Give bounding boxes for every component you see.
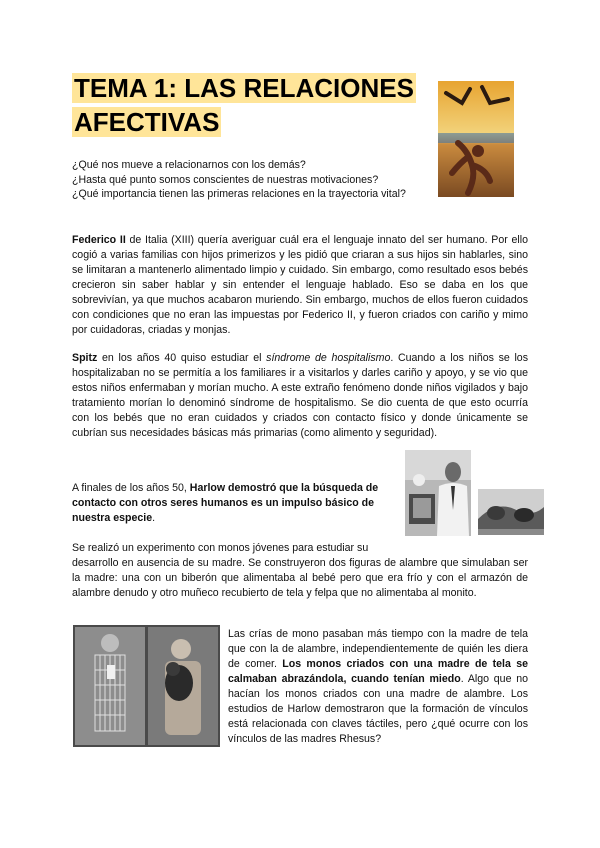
paragraph-federico bbox=[72, 233, 528, 338]
harlow-text-b: . bbox=[152, 512, 156, 524]
title-line-2: AFECTIVAS bbox=[74, 107, 220, 137]
runner-reflection-illustration bbox=[438, 81, 514, 197]
question-2: ¿Hasta qué punto somos conscientes de nuestras motivaciones? bbox=[72, 173, 379, 186]
paragraph-experiment: desarrollo en ausencia de su madre. Se construyeron dos figuras de alambre que simulaban ser la madre: una con un biberón que alimentaba al bebé pero que era frío y con el armazón de alambre denudo y otro muñeco recubierto de tela y felpa que no alimentaba al monito. bbox=[72, 557, 528, 599]
runner-reflection-image bbox=[438, 81, 514, 197]
harlow-lab-photo bbox=[405, 450, 471, 536]
paragraph-harlow bbox=[72, 481, 400, 526]
spitz-term: síndrome de hospitalismo bbox=[266, 352, 391, 364]
paragraph-cloth-mother bbox=[228, 627, 528, 747]
monkeys-illustration bbox=[478, 489, 544, 535]
spitz-text-a: en los años 40 quiso estudiar el bbox=[97, 352, 267, 364]
spitz-text-b: . Cuando a los niños se los hospitalizaban no se permitía a los familiares ir a visitarlos y darles cariño y apoyo, y se vio que estos niños enfermaban y morían mucho. A este extraño fenómeno donde niños vigilados y bajo tratamiento morían lo denominó síndrome de hospitalismo. Se dio cuenta de que esto ocurría con los bebés que no eran cuidados y criados con contacto físico y donde únicamente se cubrían sus necesidades básicas más primarias (como alimento y seguridad). bbox=[72, 352, 528, 439]
wire-cloth-mother-photo bbox=[73, 625, 220, 747]
paragraph-experiment-line1: Se realizó un experimento con monos jóvenes para estudiar su bbox=[72, 542, 369, 554]
harlow-lab-illustration bbox=[405, 450, 471, 536]
federico-name: Federico II bbox=[72, 234, 126, 246]
wire-cloth-mother-illustration bbox=[73, 625, 220, 747]
cloth-text-a: Las crías de mono pasaban más tiempo con la madre de tela que con la de alambre, independientemente de quién les diera de comer. bbox=[228, 628, 528, 670]
question-3: ¿Qué importancia tienen las primeras relaciones en la trayectoria vital? bbox=[72, 188, 406, 201]
guiding-questions bbox=[72, 158, 432, 202]
cloth-text-b: . Algo que no hacían los monos criados con una madre de alambre. Los estudios de Harlow demostraron que la formación de vínculos está relacionada con claves táctiles, pero ¿qué ocurre con los vínculos de las madres Rhesus? bbox=[228, 673, 528, 745]
cloth-claim: Los monos criados con una madre de tela se calmaban abrazándola, cuando tenían miedo bbox=[228, 658, 529, 685]
harlow-claim: Harlow demostró que la búsqueda de contacto con otros seres humanos es un impulso básico de nuestra especie bbox=[72, 482, 379, 524]
harlow-text-a: A finales de los años 50, bbox=[72, 482, 190, 494]
monkeys-photo bbox=[478, 489, 544, 535]
question-1: ¿Qué nos mueve a relacionarnos con los demás? bbox=[72, 159, 306, 171]
page-title bbox=[72, 71, 416, 139]
federico-text: de Italia (XIII) quería averiguar cuál era el lenguaje innato del ser humano. Por ello cogió a varias familias con hijos primerizos y les pidió que criaran a sus hijos sin hablarles, sino se limitaran a mantenerlo alimentado limpio y cuidado. Sin embargo, como resultado esos bebés crecieron sin saber hablar y sin entender el lenguaje hablado. Eso se daba en los que sobrevivían, ya que muchos acabaron muriendo. Sin embargo, muchos de ellos fueron cuidados con condiciones que no eran las impuestas por Federico II, y fueron criados con cariño y mimo por cuidadoras, criadas y monjas. bbox=[72, 234, 529, 336]
spitz-name: Spitz bbox=[72, 352, 98, 364]
paragraph-spitz bbox=[72, 351, 528, 441]
title-line-1: TEMA 1: LAS RELACIONES bbox=[74, 73, 414, 103]
